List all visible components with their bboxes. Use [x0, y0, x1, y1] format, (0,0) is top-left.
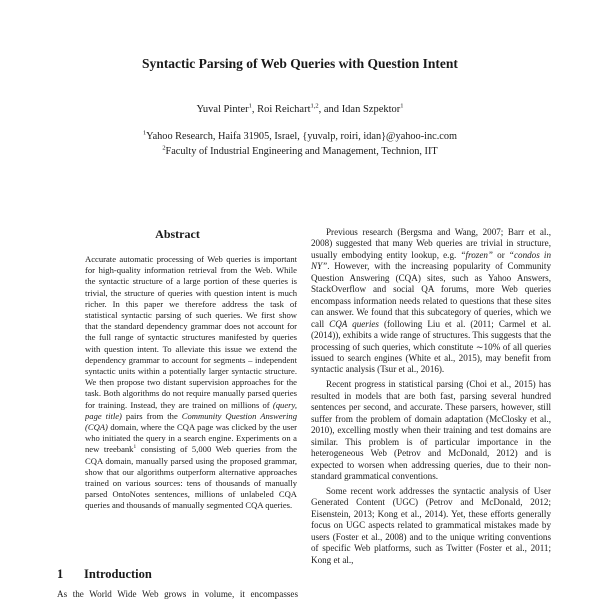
introduction-first-line: As the World Wide Web grows in volume, it encompasses — [57, 589, 298, 599]
section-number: 1 — [57, 567, 64, 581]
author-affiliation-marker: 1 — [400, 102, 404, 110]
affiliation-marker: 2 — [162, 144, 166, 152]
paper-title: Syntactic Parsing of Web Queries with Question Intent — [142, 56, 458, 71]
author: , and Idan Szpektor$^1$ — [318, 102, 404, 115]
section-heading-introduction — [57, 567, 298, 582]
section-title: Introduction — [84, 567, 152, 581]
affiliations — [0, 129, 600, 159]
abstract-text: Accurate automatic processing of Web queries is important for high-quality information retrieval from the Web. While the syntactic structure of a large portion of these queries is trivial, the structure of queries with question intent is much richer. In this paper we therefore address the task of statistical syntactic parsing of such queries. We first show that the standard dependency grammar does not account for the full range of syntactic structures manifested by queries with question intent. To alleviate this issue we extend the dependency grammar to account for segments – independent syntactic units within a potentially larger syntactic structure. We then propose two distant supervision approaches for the task. Both algorithms do not require manually parsed queries for training. Instead, they are trained on millions of (query, page title) pairs from the Community Question Answering (CQA) domain, where the CQA page was clicked by the user who initiated the query in a search engine. Experiments on a new treebank$^1$ consisting of 5,000 Web queries from the CQA domain, manually parsed using the proposed grammar, show that our algorithms outperform alternative approaches trained on various sources: tens of thousands of manually parsed OntoNotes sentences, millions of unlabeled CQA queries and thousands of manually segmented CQA queries. — [85, 254, 297, 511]
body-paragraph: Previous research (Bergsma and Wang, 2007; Barr et al., 2008) suggested that many Web queries are trivial in structure, usually embodying entity lookup, e.g. “frozen” or “condos in NY”. However, with the increasing popularity of Community Question Answering (CQA) sites, such as Yahoo Answers, StackOverflow and social QA forums, more Web queries encompass information needs related to questions that these sites can answer. We found that this subcategory of queries, which we call CQA queries (following Liu et al. (2011; Carmel et al. (2014)), exhibits a wide range of structures. This suggests that the processing of such queries, which constitute ∼10% of all queries issued to search engines (White et al., 2015), may benefit from syntactic analysis (Tsur et al., 2016). — [311, 227, 551, 375]
author-line — [0, 104, 600, 115]
two-column-body — [57, 227, 551, 600]
author: Yuval Pinter$^1$ — [196, 102, 252, 115]
affiliation-yahoo: $^1$Yahoo Research, Haifa 31905, Israel, {yuvalp, roiri, idan}@yahoo-inc.com — [142, 129, 458, 142]
left-column — [57, 227, 298, 600]
affiliation-marker: 1 — [142, 129, 147, 137]
author-affiliation-marker: 1 — [248, 102, 252, 110]
body-paragraph: Some recent work addresses the syntactic analysis of User Generated Content (UGC) (Petrov and McDonald, 2012; Eisenstein, 2013; Kong et al., 2014). Yet, these efforts generally focus on UGC aspects related to grammatical mistakes made by users (Foster et al., 2008) and to the unique writing conventions of specific Web platforms, such as Twitter (Foster et al., 2011; Kong et al., — [311, 485, 551, 565]
affiliation-technion: $^2$Faculty of Industrial Engineering and Management, Technion, IIT — [162, 144, 438, 157]
body-paragraph: Recent progress in statistical parsing (Choi et al., 2015) has resulted in models that are both fast, parsing several hundred sentences per second, and accurate. These parsers, however, still suffer from the problem of domain adaptation (McClosky et al., 2010), excelling mostly when their training and test domains are similar. This problem is of particular importance in the heterogeneous Web (Petrov and McDonald, 2012) and is expected to worsen when addressing queries, due to their non-standard grammatical conventions. — [311, 379, 551, 482]
abstract-heading: Abstract — [155, 227, 200, 241]
author: , Roi Reichart$^{1,2}$ — [251, 102, 319, 115]
author-affiliation-marker: 1,2 — [310, 102, 319, 110]
right-column — [311, 227, 551, 600]
